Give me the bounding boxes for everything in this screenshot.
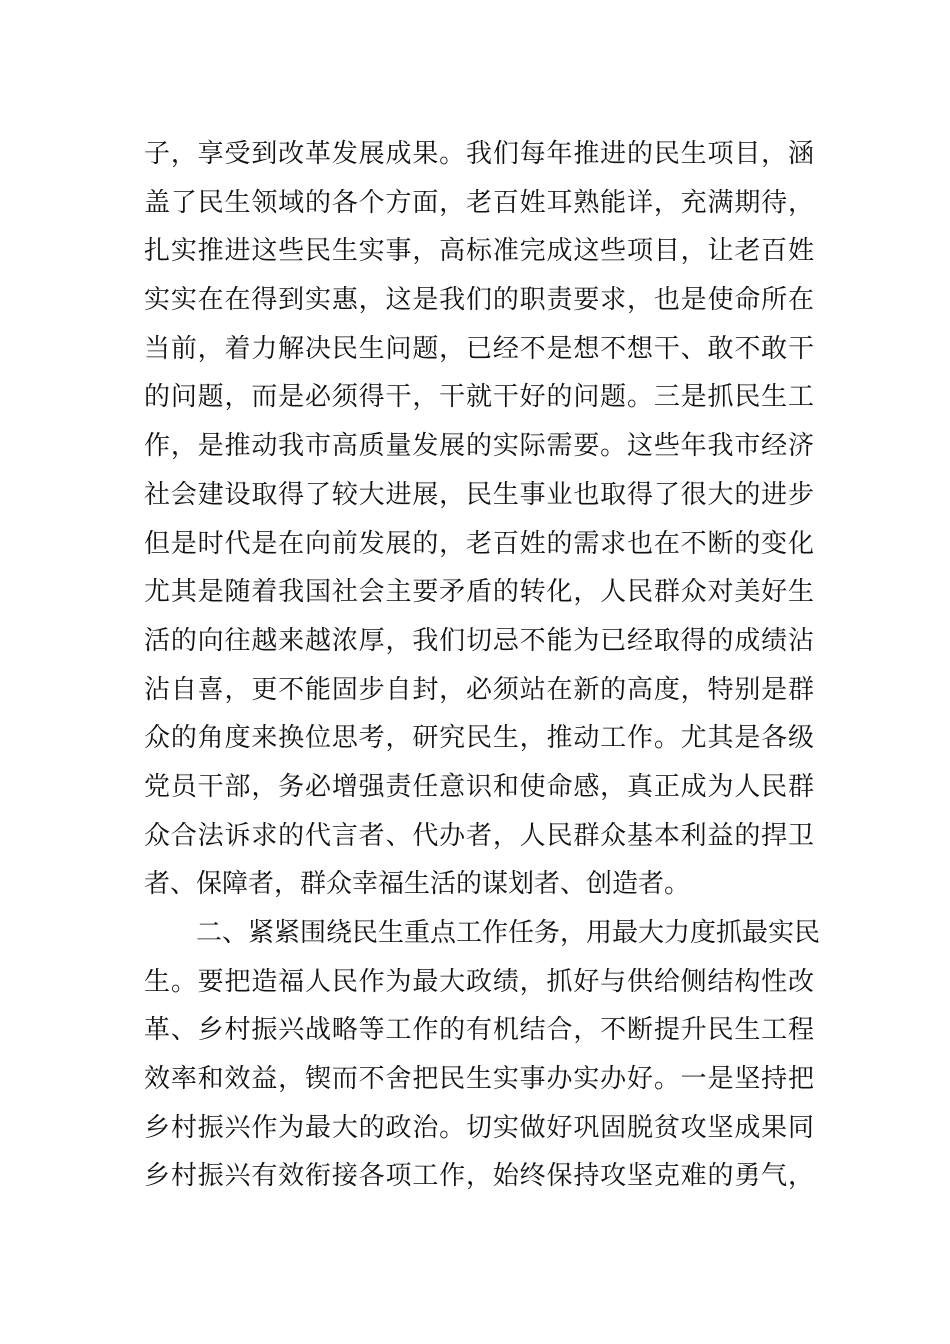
- text-line: 尤其是随着我国社会主要矛盾的转化，人民群众对美好生: [144, 577, 814, 608]
- text-line: 党员干部，务必增强责任意识和使命感，真正成为人民群: [144, 771, 814, 802]
- text-line: 众的角度来换位思考，研究民生，推动工作。尤其是各级: [144, 723, 814, 754]
- text-line: 作，是推动我市高质量发展的实际需要。这些年我市经济: [144, 431, 814, 462]
- text-line: 效率和效益，锲而不舍把民生实事办实办好。一是坚持把: [144, 1064, 814, 1095]
- text-line: 当前，着力解决民生问题，已经不是想不想干、敢不敢干: [144, 333, 814, 364]
- text-line: 扎实推进这些民生实事，高标准完成这些项目，让老百姓: [144, 236, 814, 267]
- section-heading-line: 二、紧紧围绕民生重点工作任务，用最大力度抓最实民: [196, 918, 821, 948]
- text-line: 但是时代是在向前发展的，老百姓的需求也在不断的变化: [144, 528, 814, 559]
- text-line: 生。要把造福人民作为最大政绩，抓好与供给侧结构性改: [144, 966, 814, 997]
- text-line: 革、乡村振兴战略等工作的有机结合，不断提升民生工程: [144, 1015, 814, 1046]
- text-line: 者、保障者，群众幸福生活的谋划者、创造者。: [144, 869, 691, 900]
- text-line: 活的向往越来越浓厚，我们切忌不能为已经取得的成绩沾: [144, 625, 814, 656]
- text-line: 子，享受到改革发展成果。我们每年推进的民生项目，涵: [144, 139, 814, 169]
- text-line: 实实在在得到实惠，这是我们的职责要求，也是使命所在: [144, 285, 814, 316]
- text-line: 众合法诉求的代言者、代办者，人民群众基本利益的捍卫: [144, 820, 814, 851]
- text-line: 盖了民生领域的各个方面，老百姓耳熟能详，充满期待，: [144, 187, 814, 218]
- body-text: [144, 130, 821, 1201]
- text-line: 乡村振兴作为最大的政治。切实做好巩固脱贫攻坚成果同: [144, 1112, 814, 1143]
- text-line: 乡村振兴有效衔接各项工作，始终保持攻坚克难的勇气，: [144, 1161, 814, 1192]
- text-line: 沾自喜，更不能固步自封，必须站在新的高度，特别是群: [144, 674, 814, 705]
- text-line: 的问题，而是必须得干，干就干好的问题。三是抓民生工: [144, 382, 814, 413]
- text-line: 社会建设取得了较大进展，民生事业也取得了很大的进步: [144, 479, 814, 510]
